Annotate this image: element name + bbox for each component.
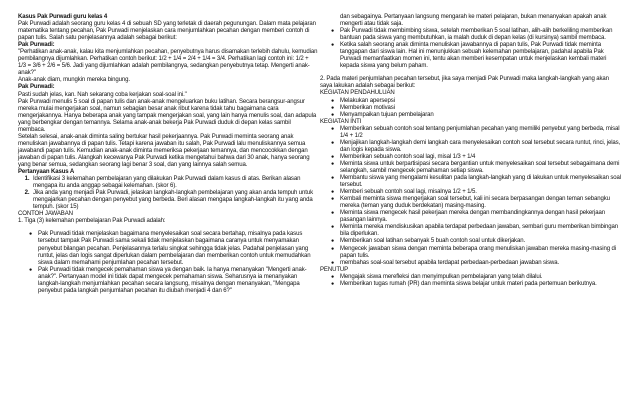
left-column <box>18 14 318 295</box>
step-item: ● Melakukan apersepsi <box>332 98 622 105</box>
step-item: ● Memberikan sebuah contoh soal lagi, misal 1/3 + 1/4 <box>332 154 622 161</box>
step-item: ● Memberikan soal latihan sebanyak 5 buah contoh soal untuk dikerjakan. <box>332 238 622 245</box>
case-narrative: Setelah selesai, anak-anak diminta saling bertukar hasil pekerjaannya. Pak Purwadi meminta seorang anak menuliskan jawabannya di papan tulis. Tetapi karena jawaban itu salah, Pak Purwadi lalu menuliskannya semua jawabandi papan tulis. Kemudian anak-anak diminta memeriksa pekerjaan temannya, dan mencocokkan dengan jawaban di papan tulis. Alangkah kecewanya Pak Purwadi ketika mengetahui bahwa dari 30 anak, hanya seorang yang benar semua, sedangkan seorang lagi benar 3 soal, dan yang lainnya salah semua. <box>18 133 310 168</box>
speaker-label: Pak Purwadi: <box>18 84 55 91</box>
case-narrative: Pak Purwadi menulis 5 soal di papan tulis dan anak-anak mengeluarkan buku latihan. Secara berangsur-angsur mereka mulai mengerjakan soal, namun sebagian besar anak ribut karena tidak tahu bagaimana cara mengerjakannya. Hanya beberapa anak yang tampak mengerjakan soal, yang lain hanya menulis soal, dan adapula yang berbengkar dengan temannya. Selama anak-anak bekerja Pak Purwadi duduk di depan kelas sambil membaca. <box>18 98 317 133</box>
weakness-list <box>18 231 318 294</box>
weakness-item: ● Pak Purwadi tidak menjelaskan bagaimana menyelesaikan soal secara bertahap, misalnya pada kasus tersebut tampak Pak Purwadi sama sekali tidak menjelaskan bagaimana caranya untuk menyamakan penyebut bilangan pecahan. Penjelasannya terlalu singkat sehingga tidak jelas. Padahal penjelasan yang runtut, jelas dan logis sangat diperlukan dalam pembelajaran dan memberikan contoh untuk memudahkan siswa dalam memahami penjumlahan pecahan tersebut. <box>30 231 318 266</box>
step-item: ● Meminta siswa untuk berpartisipasi secara bergantian untuk menyelesaikan soal tersebut sebagaimana demi selangkah, sambil mengecek pemahaman setiap siswa. <box>332 161 622 175</box>
step-item: ● Mengecek jawaban siswa dengan meminta beberapa orang menuliskan jawaban mereka masing-masing di papan tulis. <box>332 246 622 260</box>
weakness-list-continued <box>320 28 622 70</box>
inti-list <box>320 126 622 267</box>
continued-text: dan sebagainya. Pertanyaan langsung mengarah ke materi pelajaran, bukan menanyakan apakah anak mengerti atau tidak saja. <box>340 14 607 28</box>
question-item: 2. Jika anda yang menjadi Pak Purwadi, jelaskan langkah-langkah pembelajaran yang akan anda tempuh untuk mengajarkan pecahan dengan penyebut yang berbeda. Beri alasan mengapa langkah-langkah itu yang anda tempuh. (skor 15) <box>31 190 318 211</box>
pendahuluan-list <box>320 98 622 119</box>
step-item: ● Kembali meminta siswa mengerjakan soal tersebut, kali ini secara berpasangan dengan teman sebangku mereka (teman yang duduk berdekatan) masing-masing. <box>332 196 622 210</box>
step-item: ● Memberikan sebuah contoh soal tentang penjumlahan pecahan yang memiliki penyebut yang berbeda, misal 1/4 + 1/2 <box>332 126 622 140</box>
step-item: ● Memberikan motivasi <box>332 105 622 112</box>
right-column <box>320 14 622 288</box>
example-line: 1. Tiga (3) kelemahan pembelajaran Pak Purwadi adalah: <box>18 218 166 225</box>
speaker-label: Pak Purwadi: <box>18 42 55 49</box>
step-item: ● membahas soal-soal tersebut apabila terdapat perbedaan-perbedaan jawaban siswa. <box>332 260 622 267</box>
case-title: Kasus Pak Purwadi guru kelas 4 <box>18 14 108 20</box>
step-item: ● Memberikan tugas rumah (PR) dan meminta siswa belajar untuk materi pada pertemuan berikutnya. <box>332 281 622 288</box>
teacher-quote: "Perhatikan anak-anak, kalau kita menjumlahkan pecahan, penyebutnya harus disamakan terlebih dahulu, kemudian pembilangnya dijumlahkan. Perhatikan contoh berikut: 1/2 + 1/4 = 2/4 + 1/4 = 3/4. Perhatikan lagi contoh ini: 1/2 + 1/3 = 3/6 + 2/6 = 5/6. Jadi yang dijumlahkan adalah pembilangnya, sedangkan penyebutnya tetap. Mengerti anak-anak?" <box>18 49 318 77</box>
section-heading-inti: KEGIATAN INTI <box>320 118 362 125</box>
step-item: ● Meminta mereka mendiskusikan apabila terdapat perbedaan jawaban, sembari guru memberikan bimbingan bila diperlukan. <box>332 224 622 238</box>
teacher-quote: Pasti sudah jelas, kan. Nah sekarang coba kerjakan soal-soal ini." <box>18 91 187 98</box>
students-response: Anak-anak diam, mungkin mereka bingung. <box>18 77 130 84</box>
step-item: ● Mengajak siswa merefleksi dan menyimpulkan pembelajaran yang telah dilalui. <box>332 274 622 281</box>
questions-list <box>18 176 318 211</box>
weakness-item: ● Pak Purwadi tidak membimbing siswa, setelah memberikan 5 soal latihan, alih-alih berkeliling memberikan bantuan pada siswa yang membutuhkan, ia malah duduk di depan kelas (di kursinya) sambil membaca. <box>332 28 622 42</box>
step-item: ● Membantu siswa yang mengalami kesulitan pada langkah-langkah yang di lakukan untuk menyelesaikan soal tersebut. <box>332 175 622 189</box>
weakness-item: ● Pak Purwadi tidak mengecek pemahaman siswa ya dengan baik. Ia hanya menanyakan "Mengerti anak-anak?". Pertanyaan model ini tidak dapat mengecek pemahaman siswa. Seharusnya ia menanyakan langkah-langkah menjumlahkan pecahan secara langsung, misalnya dengan menanyakan, "Mengapa penyebut pada langkah penjumlahan pecahan itu diubah menjadi 4 dan 6?" <box>30 267 318 295</box>
section-heading-pendahuluan: KEGIATAN PENDAHULUAN <box>320 90 395 97</box>
section-heading-penutup: PENUTUP <box>320 266 349 273</box>
step-item: ● Memberi sebuah contoh soal lagi, misalnya 1/2 + 1/5. <box>332 189 622 196</box>
weakness-item: ● Ketika salah seorang anak diminta menuliskan jawabannya di papan tulis, Pak Purwadi tidak meminta tanggapan dari siswa lain. Hal ini menunjukkan sebuah kelemahan pembelajaran, padahal apabila Pak Purwadi memanfaatkan momen ini, tentu akan memberi kesempatan untuk menjelaskan kembali materi kepada siswa yang belum paham. <box>332 42 622 70</box>
step-item: ● Meminta siswa mengecek hasil pekerjaan mereka dengan membandingkannya dengan hasil pekerjaan pasangan lainnya. <box>332 210 622 224</box>
step-item: ● Menyampaikan tujuan pembelajaran <box>332 112 622 119</box>
step-item: ● Menjajikan langkah-langkah demi langkah cara menyelesaikan contoh soal tersebut secara runtut, rinci, jelas, dan logis kepada siswa. <box>332 140 622 154</box>
penutup-list <box>320 274 622 288</box>
example-heading: CONTOH JAWABAN <box>18 211 73 218</box>
questions-heading: Pertanyaan Kasus A <box>18 169 75 176</box>
case-intro: Pak Purwadi adalah seorang guru kelas 4 di sebuah SD yang terletak di daerah pegunungan. Dalam mata pelajaran matematika tentang pecahan, Pak Purwadi menjelaskan cara menjumlahkan pecahan dengan memberi contoh di papan tulis. Salah satu penjelasannya adalah sebagai berikut: <box>18 21 316 42</box>
question-item: 1. Identifikasi 3 kelemahan pembelajaran yang dilakukan Pak Purwadi dalam kasus di atas. Berikan alasan mengapa itu anda anggap sebagai kelemahan. (skor 6). <box>31 176 318 190</box>
answer-two-intro: 2. Pada materi penjumlahan pecahan tersebut, jika saya menjadi Pak Purwadi maka langkah-langkah yang akan saya lakukan adalah sebagai berikut: <box>320 76 609 90</box>
